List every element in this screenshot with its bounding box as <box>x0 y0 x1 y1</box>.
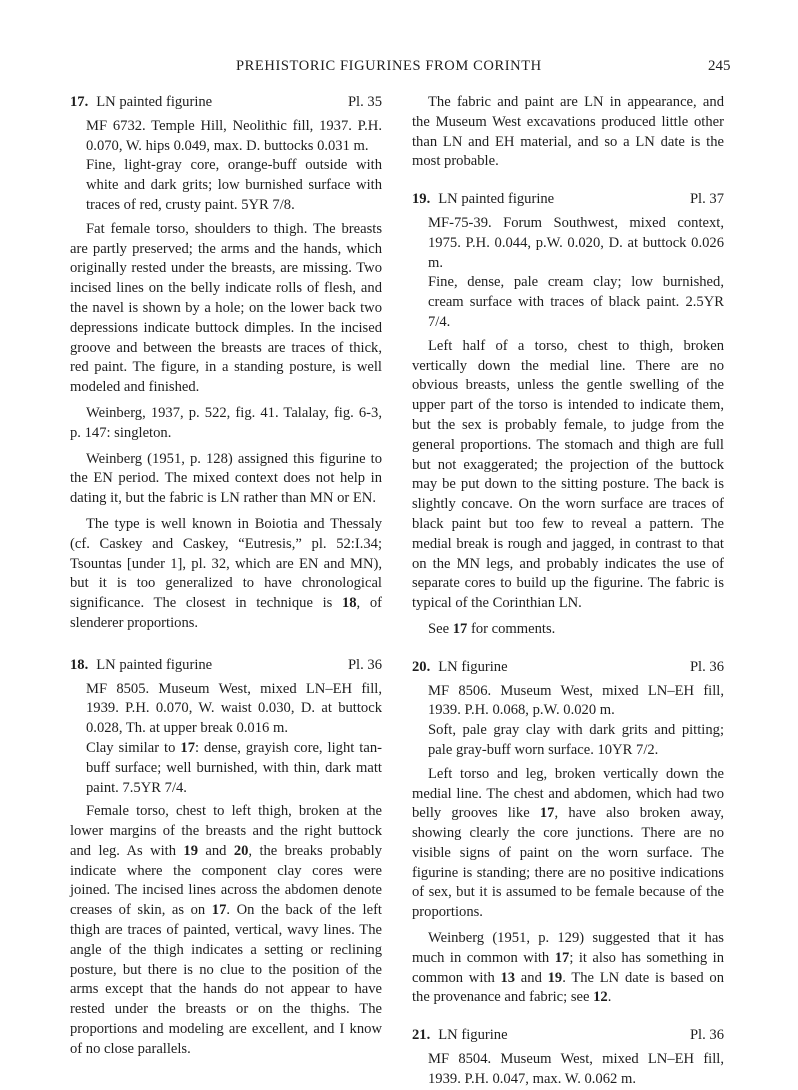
catalog-data: MF 8504. Museum West, mixed LN–EH fill, 1939. P.H. 0.047, max. W. 0.062 m. <box>428 1051 724 1087</box>
entry-heading <box>70 93 382 113</box>
entry-number: 17. <box>70 94 89 110</box>
continued-paragraph: The fabric and paint are LN in appearance, and the Museum West excavations produced little other than LN and EH material, and so a LN date is the most probable. <box>412 94 724 170</box>
entry-number: 18. <box>70 656 89 673</box>
dating-paragraph: Weinberg (1951, p. 129) suggested that it has much in common with 17; it also has something in common with 13 and 19. The LN date is based on the provenance and fabric; see 12. <box>412 930 724 1006</box>
cross-reference: 17 <box>180 739 195 756</box>
entry-heading <box>412 658 724 678</box>
entry-heading <box>412 1026 724 1046</box>
description-paragraph: Female torso, chest to left thigh, broken at the lower margins of the breasts and the right buttock and leg. As with 19 and 20, the breaks probably indicate where the component clay cores were joined. The incised lines across the abdomen denote creases of skin, as on 17. On the back of the left thigh are traces of painted, vertical, wavy lines. The angle of the thigh indicates a setting or reclining posture, but there is no clue to the position of the arms except that the hands do not appear to have rested under the breasts or on the thighs. The proportions and modeling are excellent, and I know of no close parallels. <box>70 803 382 1057</box>
catalog-data: MF 8506. Museum West, mixed LN–EH fill, 1939. P.H. 0.068, p.W. 0.020 m. <box>428 682 724 719</box>
bibliography-paragraph: Weinberg, 1937, p. 522, fig. 41. Talalay, fig. 6-3, p. 147: singleton. <box>70 404 382 441</box>
entry-title: LN painted figurine <box>96 656 213 673</box>
cross-reference: 17 <box>211 902 227 919</box>
catalog-data: MF-75-39. Forum Southwest, mixed context, 1975. P.H. 0.044, p.W. 0.020, D. at buttock 0.026 m. <box>428 214 724 271</box>
catalog-data: MF 8505. Museum West, mixed LN–EH fill, 1939. P.H. 0.070, W. waist 0.030, D. at buttock 0.028, Th. at upper break 0.016 m. <box>86 680 382 737</box>
entry-heading <box>70 656 382 676</box>
description-paragraph: Fat female torso, shoulders to thigh. The breasts are partly preserved; the arms and the hands, which originally rested under the breasts, are missing. Two incised lines on the belly indicate rolls of flesh, and the navel is shown by a hole; on the lower back two depressions indicate buttock dimples. In the incised groove and between the breasts are traces of thick, red paint. The figure, in a standing posture, is well modeled and finished. <box>70 220 382 396</box>
comparison-paragraph: The type is well known in Boiotia and Thessaly (cf. Caskey and Caskey, “Eutresis,” pl. 52:I.34; Tsountas [under 1], pl. 32, which are EN and MN), but it is too generalized to have chronological significance. The closest in technique is 18, of slenderer proportions. <box>70 515 382 631</box>
comment-paragraph: See 17 for comments. <box>428 620 556 637</box>
fabric-description: Fine, dense, pale cream clay; low burnished, cream surface with traces of black paint. 2.5YR 7/4. <box>428 274 724 330</box>
entry-title: LN painted figurine <box>96 94 213 110</box>
entry-number: 21. <box>412 1027 431 1044</box>
cross-reference: 19 <box>183 842 198 859</box>
cross-reference: 17 <box>554 949 570 966</box>
plate-reference: Pl. 36 <box>689 1027 724 1044</box>
page-number: 245 <box>708 58 731 74</box>
entry-title: LN figurine <box>438 1027 508 1044</box>
cross-reference: 13 <box>500 969 516 986</box>
dating-paragraph: Weinberg (1951, p. 128) assigned this figurine to the EN period. The mixed context does not help in dating it, but the fabric is LN rather than MN or EN. <box>70 450 382 507</box>
entry-20 <box>412 658 724 1009</box>
running-title: PREHISTORIC FIGURINES FROM CORINTH <box>236 58 542 74</box>
description-paragraph: Left half of a torso, chest to thigh, broken vertically down the medial line. There are no obvious breasts, unless the gentle swelling of the upper part of the torso is intended to indicate them, but the sex is probably female, to judge from the general proportions. The stomach and thigh are full but not exaggerated; the projection of the buttock may be put down to the sitting posture. The back is slightly concave. On the worn surface are traces of black paint but too few to reveal a pattern. The medial break is rough and jagged, in contrast to that on the MN legs, and probably indicates the use of separate cores to build up the figurine. The fabric is typical of the Corinthian LN. <box>412 337 724 612</box>
entry-title: LN figurine <box>438 658 508 675</box>
entry-21 <box>412 1026 724 1089</box>
cross-reference: 12 <box>593 989 608 1006</box>
entry-18 <box>70 656 382 1060</box>
fabric-description: Clay similar to 17: dense, grayish core, light tan-buff surface; well burnished, with thin, dark matt paint. 7.5YR 7/4. <box>86 739 382 796</box>
plate-reference: Pl. 37 <box>689 191 724 208</box>
catalog-data: MF 6732. Temple Hill, Neolithic fill, 1937. P.H. 0.070, W. hips 0.049, max. D. buttocks 0.031 m. <box>86 117 382 154</box>
left-column <box>70 93 382 1064</box>
description-paragraph: Left torso and leg, broken vertically down the medial line. The chest and abdomen, which had two belly grooves like 17, have also broken away, showing clearly the core junctions. There are no visible signs of paint on the worn surface. The figurine is standing; there are no positive indications of sex, but it is assumed to be female because of the proportions. <box>412 765 724 921</box>
cross-reference: 20 <box>233 842 249 859</box>
entry-title: LN painted figurine <box>438 191 555 208</box>
right-column <box>412 93 724 1090</box>
entry-number: 20. <box>412 658 431 675</box>
cross-reference: 17 <box>539 805 555 822</box>
plate-reference: Pl. 35 <box>347 94 382 110</box>
entry-17 <box>70 93 382 634</box>
plate-reference: Pl. 36 <box>689 658 724 675</box>
fabric-description: Soft, pale gray clay with dark grits and pitting; pale gray-buff worn surface. 10YR 7/2. <box>428 722 724 758</box>
entry-number: 19. <box>412 191 431 208</box>
entry-heading <box>412 190 724 210</box>
cross-reference: 17 <box>452 620 468 637</box>
plate-reference: Pl. 36 <box>347 656 382 673</box>
fabric-description: Fine, light-gray core, orange-buff outside with white and dark grits; low burnished surface with traces of red, crusty paint. 5YR 7/8. <box>86 157 382 213</box>
cross-reference: 19 <box>547 969 563 986</box>
cross-reference: 18 <box>341 595 357 612</box>
entry-19 <box>412 190 724 640</box>
